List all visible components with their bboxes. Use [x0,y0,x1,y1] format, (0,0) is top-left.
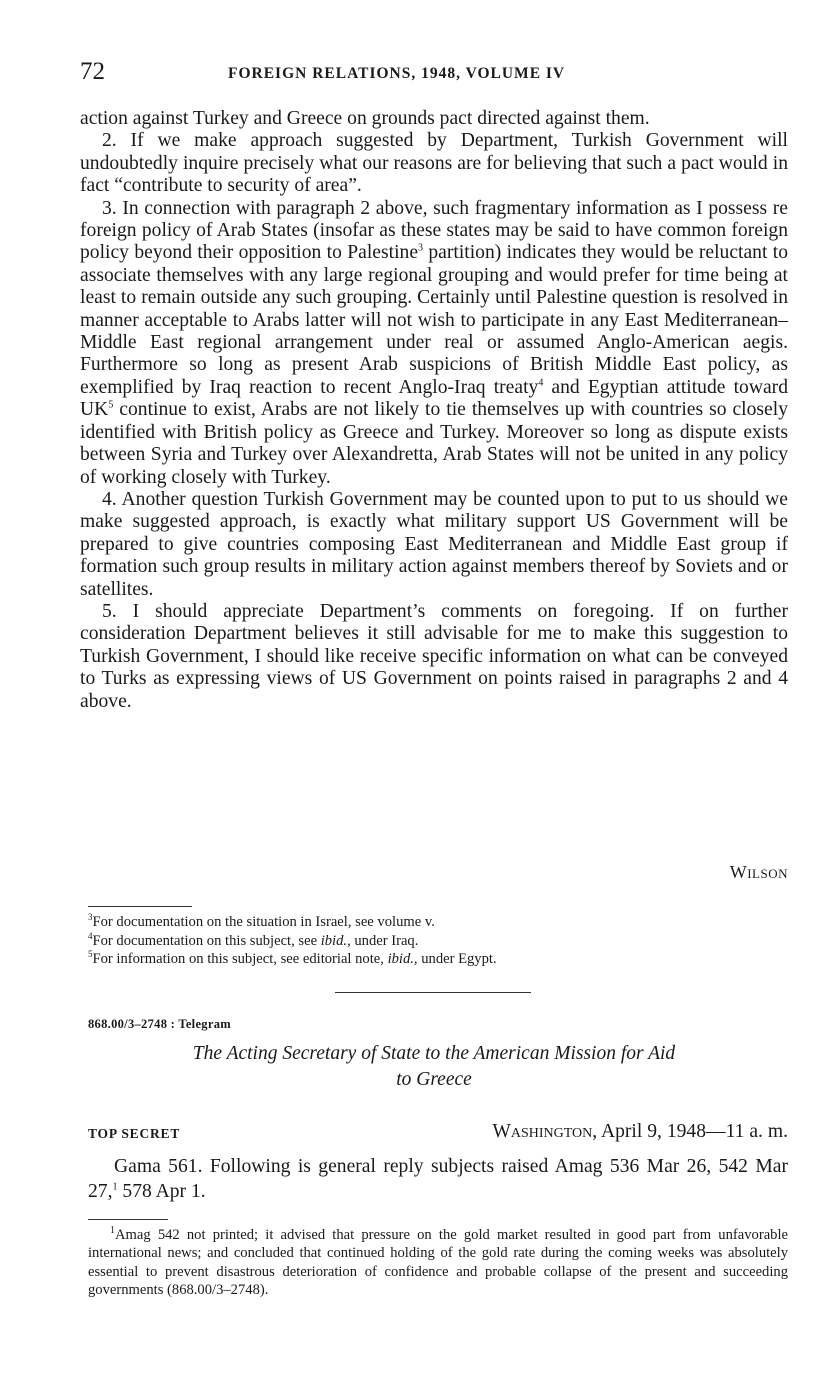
footnote-4 [88,932,788,951]
paragraph-3-part-a: 3. In connection with paragraph 2 above, such fragmentary information as I possess re foreign policy of Arab States (insofar as these states may be said to have common foreign policy beyond their opposition to Palestine [80,197,788,264]
paragraph-continuation: action against Turkey and Greece on grounds pact directed against them. [80,108,650,129]
classification-row [88,1121,788,1147]
footnote-3 [88,913,788,932]
telegram-text-part-b: 578 Apr 1. [117,1181,206,1202]
dateline-place: Washington [492,1121,593,1142]
paragraph-2: 2. If we make approach suggested by Department, Turkish Government will undoubtedly inquire precisely what our reasons are for believing that such a pact would in fact “contribute to security of area”. [80,130,788,197]
body-text [80,108,788,713]
footnote-mark: 3 [88,912,93,923]
footnote-ref-1[interactable]: 1 [112,1181,118,1193]
footnote-text: , under Iraq. [347,932,419,949]
paragraph-5: 5. I should appreciate Department’s comments on foregoing. If on further consideration Department believes it still advisable for me to make this suggestion to Turkish Government, I should like receive specific information on what can be conveyed to Turks as expressing views of US Government on points raised in paragraphs 2 and 4 above. [80,600,788,712]
footnote-text: , under Egypt. [413,951,497,967]
footnote-ref-3[interactable]: 3 [418,242,424,254]
document-title [80,1041,788,1093]
footnote-mark: 1 [110,1225,115,1237]
paragraph-4: 4. Another question Turkish Government may be counted upon to put to us should we make suggested approach, is exactly what military support US Government will be prepared to give countries composing East Mediterranean and Middle East group if formation such group results in military action against members thereof by Soviets and or satellites. [80,488,788,600]
signature: Wilson [729,862,788,882]
section-divider [335,992,531,993]
telegram-text [88,1154,788,1204]
footnote-text: Amag 542 not printed; it advised that pressure on the gold market resulted in good part from unfavorable international news; and concluded that continued holding of the gold rate during the coming weeks was absolutely essential to prevent disastrous deterioration of confidence and probable collapse of the present and succeeding governments (868.00/3–2748). [88,1227,788,1299]
classification-label: TOP SECRET [88,1126,181,1141]
running-head: FOREIGN RELATIONS, 1948, VOLUME IV [228,65,566,82]
footnote-text: For information on this subject, see editorial note, [92,951,388,967]
footnote-mark: 4 [88,930,93,941]
footnote-ref-4[interactable]: 4 [538,377,544,389]
document-reference: 868.00/3–2748 : Telegram [88,1017,231,1031]
footnote-mark: 5 [88,949,93,960]
dateline [492,1121,788,1143]
title-line-2: to Greece [396,1069,472,1090]
paragraph-3-part-d: continue to exist, Arabs are not likely to tie themselves up with countries so closely identified with British policy as Greece and Turkey. Moreover so long as dispute exists between Syria and Turkey over Alexandretta, Arab States will not be united in any policy of working closely with Turkey. [80,399,788,488]
footnote-text: For documentation on this subject, see [92,932,321,949]
footnote-5 [88,950,788,969]
ibid-text: ibid. [387,951,414,967]
paragraph-3 [80,198,788,489]
footnote-rule-2 [88,1219,168,1220]
footnote-rule [88,906,192,907]
telegram-text-part-a: Gama 561. Following is general reply subjects raised Amag 536 Mar 26, 542 Mar 27, [88,1156,788,1202]
paragraph-3-part-b: partition) indicates they would be reluctant to associate themselves with any large regional grouping and would prefer for time being at least to remain outside any such grouping. Certainly until Palestine question is resolved in manner acceptable to Arabs latter will not wish to participate in any East Mediterranean–Middle East regional arrangement under real or assumed Anglo-American aegis. Furthermore so long as present Arab suspicions of British Middle East policy, as exemplified by Iraq reaction to recent Anglo-Iraq treaty [80,242,788,398]
footnotes [88,913,788,969]
paragraph-3-part-c: and Egyptian attitude toward UK [80,376,788,421]
dateline-date: , April 9, 1948—11 a. m. [592,1121,788,1142]
page-header [80,58,788,92]
title-line-1: The Acting Secretary of State to the American Mission for Aid [192,1043,676,1064]
ibid-text: ibid. [320,932,348,949]
page-number: 72 [80,58,105,85]
footnote-text: For documentation on the situation in Israel, see volume v. [92,914,435,930]
footnote-ref-5[interactable]: 5 [108,399,114,411]
footnote-1 [88,1226,788,1300]
